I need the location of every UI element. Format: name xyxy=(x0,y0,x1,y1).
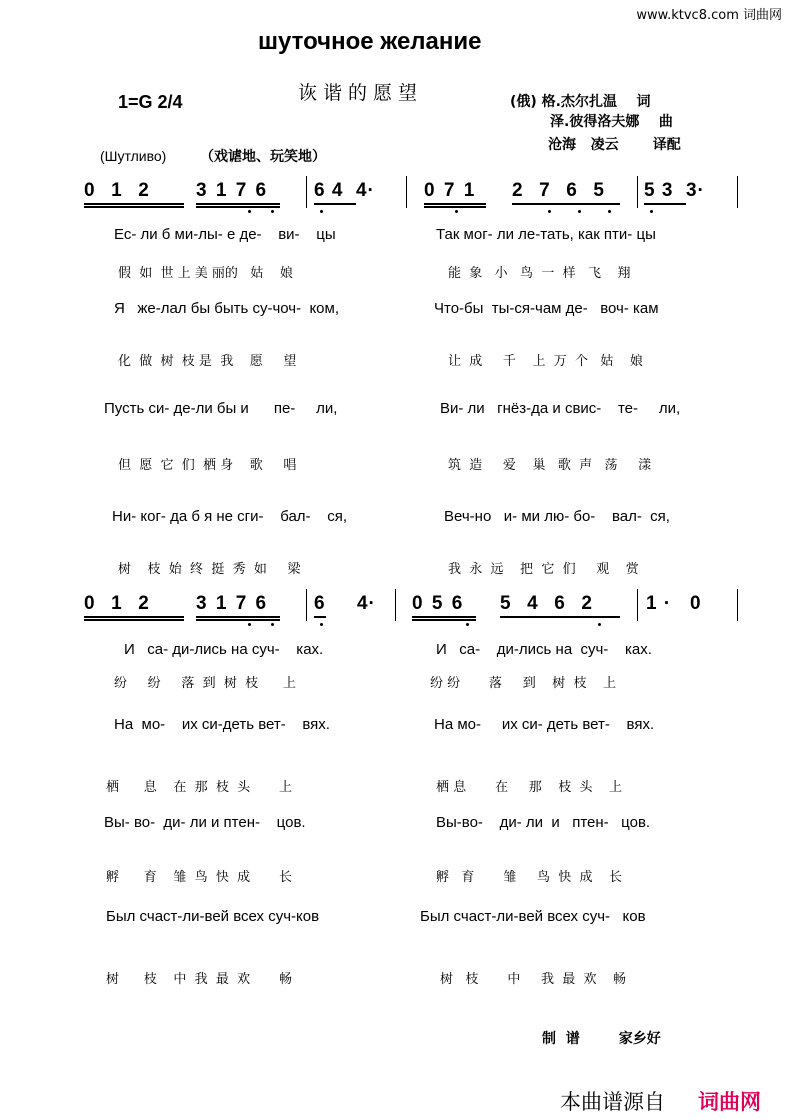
octave-dot xyxy=(455,210,458,213)
measure-1: 0 1 2 xyxy=(84,593,151,614)
measure-6: 5 3 3· xyxy=(644,180,705,201)
beam-line xyxy=(84,206,184,208)
credit-music: 泽.彼得洛夫娜 曲 xyxy=(550,114,673,130)
beam-line xyxy=(500,616,620,618)
measure-6: 1 · 0 xyxy=(646,593,702,614)
measure-1: 0 1 2 xyxy=(84,180,151,201)
beam-line xyxy=(84,203,184,205)
beam-line xyxy=(196,619,280,621)
octave-dot xyxy=(271,623,274,626)
lyric-line-right: 筑 造 爱 巢 歌 声 荡 漾 xyxy=(448,458,652,473)
lyric-line-left: 假 如 世 上 美 丽的 姑 娘 xyxy=(118,266,293,281)
lyric-line-right: 纷 纷 落 到 树 枝 上 xyxy=(430,676,617,691)
beam-line xyxy=(412,619,476,621)
octave-dot xyxy=(248,210,251,213)
beam-line xyxy=(424,203,486,205)
lyric-line-left: Вы- во- ди- ли и птен- цов. xyxy=(104,814,306,831)
barline xyxy=(737,589,738,621)
barline xyxy=(637,176,638,208)
beam-line xyxy=(196,203,280,205)
octave-dot xyxy=(608,210,611,213)
octave-dot xyxy=(320,623,323,626)
lyric-line-left: И са- ди-лись на суч- ках. xyxy=(124,641,324,658)
barline xyxy=(306,176,307,208)
beam-line xyxy=(412,616,476,618)
barline xyxy=(306,589,307,621)
barline xyxy=(737,176,738,208)
measure-4: 0 7 1 xyxy=(424,180,477,201)
lyric-line-left: 孵 育 雏 鸟 快 成 长 xyxy=(106,870,293,885)
lyric-line-left: 树 枝 始 终 挺 秀 如 梁 xyxy=(118,562,301,577)
beam-line xyxy=(196,206,280,208)
lyric-line-right: 我 永 远 把 它 们 观 赏 xyxy=(448,562,639,577)
brand-logo[interactable]: 词曲网 xyxy=(698,1090,761,1114)
lyric-line-left: На мо- их си-деть вет- вях. xyxy=(114,716,330,733)
beam-line xyxy=(424,206,486,208)
measure-2: 3 1 7 6 xyxy=(196,180,269,201)
lyric-line-right: 让 成 千 上 万 个 姑 娘 xyxy=(448,354,643,369)
site-url[interactable]: www.ktvc8.com 词曲网 xyxy=(636,8,782,23)
lyric-line-right: Ви- ли гнёз-да и свис- те- ли, xyxy=(440,400,681,417)
lyric-line-left: Я же-лал бы быть су-чоч- ком, xyxy=(114,300,340,317)
credit-lyrics: (俄) 格.杰尔扎温 词 xyxy=(510,94,651,110)
lyric-line-right: Так мог- ли ле-тать, как пти- цы xyxy=(436,226,656,243)
beam-line xyxy=(644,203,686,205)
measure-5: 2 7 6 5 xyxy=(512,180,606,201)
lyric-line-left: 化 做 树 枝 是 我 愿 望 xyxy=(118,354,297,369)
octave-dot xyxy=(320,210,323,213)
octave-dot xyxy=(248,623,251,626)
tempo-russian: (Шутливо) xyxy=(100,148,167,164)
source-label: 本曲谱源自 xyxy=(560,1090,665,1114)
measure-4: 0 5 6 xyxy=(412,593,465,614)
score-maker-credit: 制 谱 家乡好 xyxy=(542,1031,661,1047)
barline xyxy=(406,176,407,208)
lyric-line-right: Веч-но и- ми лю- бо- вал- ся, xyxy=(444,508,670,525)
tempo-chinese: （戏谑地、玩笑地） xyxy=(200,149,326,165)
lyric-line-right: И са- ди-лись на суч- ках. xyxy=(436,641,652,658)
lyric-line-left: Пусть си- де-ли бы и пе- ли, xyxy=(104,400,338,417)
barline xyxy=(637,589,638,621)
lyric-line-right: Что-бы ты-ся-чам де- воч- кам xyxy=(434,300,659,317)
beam-line xyxy=(314,203,356,205)
octave-dot xyxy=(650,210,653,213)
title-chinese: 诙谐的愿望 xyxy=(298,82,424,104)
beam-line xyxy=(314,616,326,618)
lyric-line-right: 树 枝 中 我 最 欢 畅 xyxy=(440,972,627,987)
lyric-line-left: 但 愿 它 们 栖 身 歌 唱 xyxy=(118,458,297,473)
key-signature: 1=G 2/4 xyxy=(118,92,183,112)
lyric-line-right: На мо- их си- деть вет- вях. xyxy=(434,716,655,733)
octave-dot xyxy=(548,210,551,213)
octave-dot xyxy=(578,210,581,213)
beam-line xyxy=(84,619,184,621)
lyric-line-left: 栖 息 在 那 枝 头 上 xyxy=(106,780,293,795)
credit-adapt: 沧海 凌云 译配 xyxy=(548,137,681,153)
beam-line xyxy=(84,616,184,618)
octave-dot xyxy=(466,623,469,626)
beam-line xyxy=(196,616,280,618)
octave-dot xyxy=(271,210,274,213)
lyric-line-right: 能 象 小 鸟 一 样 飞 翔 xyxy=(448,266,631,281)
lyric-line-right: Был счаст-ли-вей всех суч- ков xyxy=(420,908,646,925)
lyric-line-left: Был счаст-ли-вей всех суч-ков xyxy=(106,908,320,925)
measure-3: 6 4· xyxy=(314,593,376,614)
title-russian: шуточное желание xyxy=(258,28,482,55)
measure-3: 6 4 4· xyxy=(314,180,375,201)
beam-line xyxy=(512,203,620,205)
lyric-line-right: 栖 息 在 那 枝 头 上 xyxy=(436,780,623,795)
lyric-line-right: Вы-во- ди- ли и птен- цов. xyxy=(436,814,651,831)
barline xyxy=(395,589,396,621)
octave-dot xyxy=(598,623,601,626)
measure-2: 3 1 7 6 xyxy=(196,593,269,614)
lyric-line-left: 纷 纷 落 到 树 枝 上 xyxy=(114,676,296,691)
lyric-line-right: 孵 育 雏 鸟 快 成 长 xyxy=(436,870,623,885)
measure-5: 5 4 6 2 xyxy=(500,593,594,614)
lyric-line-left: 树 枝 中 我 最 欢 畅 xyxy=(106,972,293,987)
lyric-line-left: Ни- ког- да б я не сги- бал- ся, xyxy=(112,508,347,525)
lyric-line-left: Ес- ли б ми-лы- е де- ви- цы xyxy=(114,226,336,243)
